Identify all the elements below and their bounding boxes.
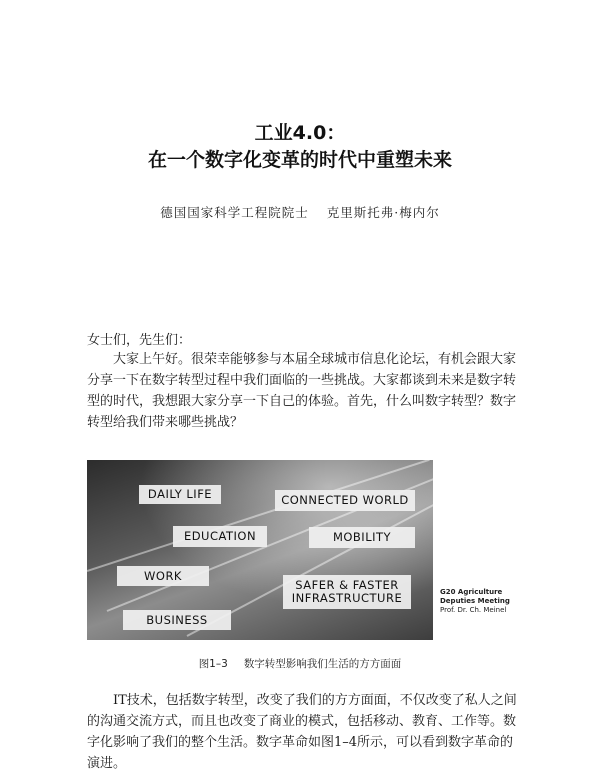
figure-caption-number: 图1–3: [198, 658, 228, 670]
label-safer-faster-line1: SAFER & FASTER: [295, 578, 399, 592]
author-line: [0, 203, 600, 221]
label-work: WORK: [117, 566, 209, 586]
paragraph-2: IT技术，包括数字转型，改变了我们的方方面面，不仅改变了私人之间的沟通交流方式，而且也改变了商业的模式，包括移动、教育、工作等。数字化影响了我们的整个生活。数字革命如图1–4所示，可以看到数字革命的演进。: [87, 693, 517, 771]
side-caption-line-3: Prof. Dr. Ch. Meinel: [440, 606, 507, 614]
label-safer-faster-infrastructure: [283, 575, 411, 609]
greeting: 女士们，先生们：: [87, 333, 192, 348]
title-line-1: 工业4.0：: [254, 122, 346, 144]
label-business: BUSINESS: [123, 610, 231, 630]
author-affiliation: 德国国家科学工程院院士: [160, 205, 309, 220]
side-caption-line-2: Deputies Meeting: [440, 597, 510, 605]
side-caption-line-1: G20 Agriculture: [440, 588, 503, 596]
figure-caption: [0, 656, 600, 671]
figure-side-caption: [440, 588, 510, 615]
figure-caption-text: 数字转型影响我们生活的方方面面: [243, 658, 402, 670]
figure-image: [87, 460, 433, 640]
light-streak: [87, 460, 430, 572]
paragraph-1: 大家上午好。很荣幸能够参与本届全球城市信息化论坛，有机会跟大家分享一下在数字转型过程中我们面临的一些挑战。大家都谈到未来是数字转型的时代，我想跟大家分享一下自己的体验。首先，什么叫数字转型？数字转型给我们带来哪些挑战？: [87, 352, 517, 430]
label-mobility: MOBILITY: [309, 527, 415, 548]
author-name: 克里斯托弗·梅内尔: [326, 205, 440, 220]
title-line-2: 在一个数字化变革的时代中重塑未来: [147, 149, 452, 171]
label-connected-world: CONNECTED WORLD: [275, 490, 415, 511]
label-education: EDUCATION: [173, 526, 267, 547]
label-daily-life: DAILY LIFE: [139, 485, 221, 504]
label-safer-faster-line2: INFRASTRUCTURE: [291, 591, 403, 605]
